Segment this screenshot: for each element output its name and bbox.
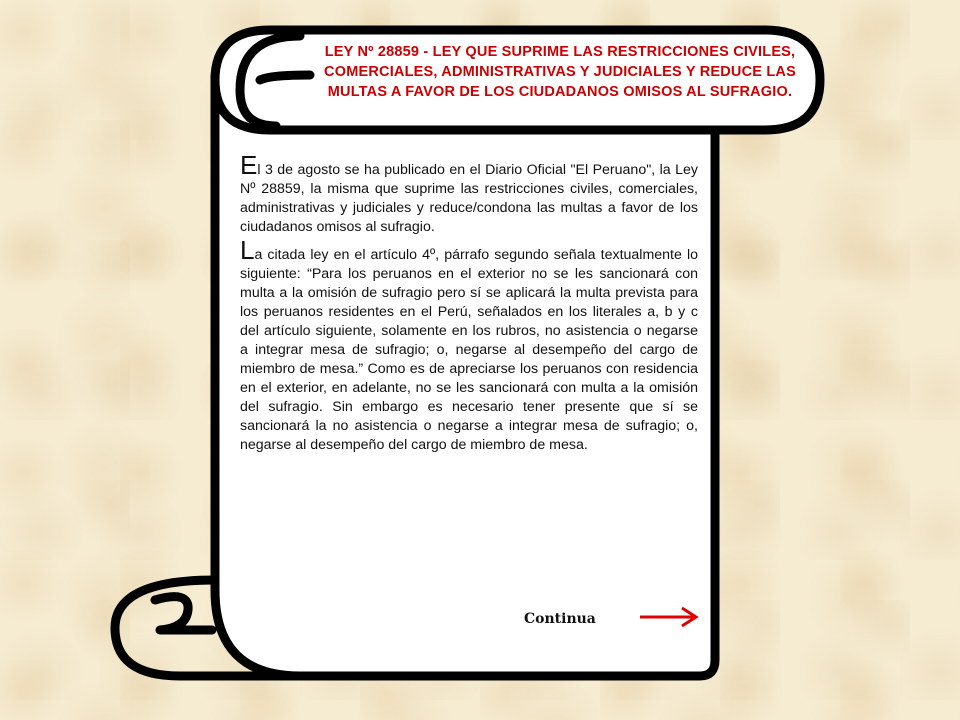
law-title: LEY Nº 28859 - LEY QUE SUPRIME LAS RESTRICCIONES CIVILES, COMERCIALES, ADMINISTRATIVAS Y JUDICIALES Y REDUCE LAS MULTAS A FAVOR DE LOS CIUDADANOS OMISOS AL SUFRAGIO.: [324, 44, 796, 100]
paragraph-1: [240, 150, 698, 237]
drop-cap-1: E: [240, 150, 258, 180]
document-body: [240, 150, 698, 459]
paragraph-1-text: l 3 de agosto se ha publicado en el Diario Oficial "El Peruano", la Ley Nº 28859, la misma que suprime las restricciones civiles, comerciales, administrativas y judiciales y reduce/condona las multas a favor de los ciudadanos omisos al sufragio.: [240, 162, 698, 235]
continue-link[interactable]: Continua: [524, 611, 596, 627]
paragraph-2-text: a citada ley en el artículo 4º, párrafo segundo señala textualmente lo siguiente: “Para los peruanos en el exterior no se les sancionará con multa a la omisión de sufragio pero sí se aplicará la multa prevista para los peruanos residentes en el Perú, señalados en los literales a, b y c del artículo siguiente, solamente en los rubros, no asistencia o negarse a integrar mesa de sufragio; o, negarse al desempeño del cargo de miembro de mesa.” Como es de apreciarse los peruanos con residencia en el exterior, en adelante, no se les sancionará con multa a la omisión del sufragio. Sin embargo es necesario tener presente que sí se sancionará la no asistencia o negarse a integrar mesa de sufragio; o, negarse al desempeño del cargo de miembro de mesa.: [240, 247, 698, 453]
paragraph-2: [240, 235, 698, 455]
arrow-right-icon[interactable]: [638, 604, 700, 630]
drop-cap-2: L: [240, 235, 255, 265]
